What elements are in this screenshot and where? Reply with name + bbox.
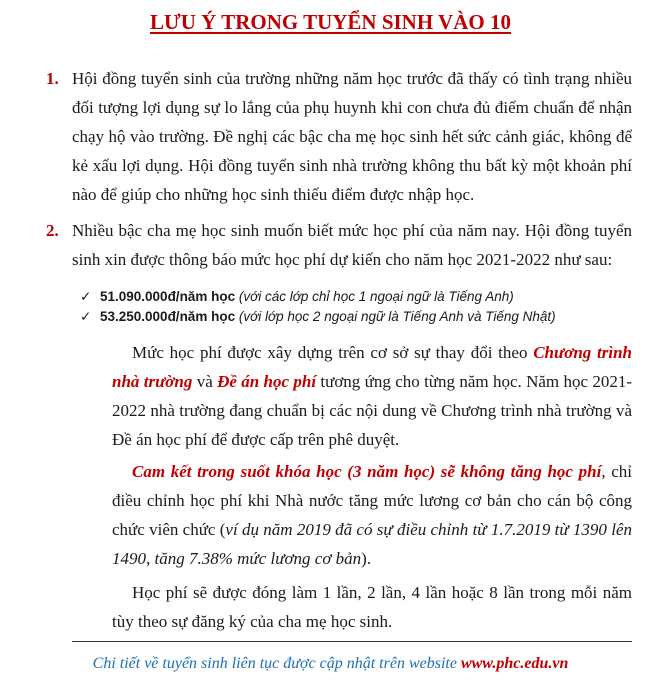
paragraph-fee-basis	[112, 338, 632, 454]
notice-item-1	[46, 64, 632, 209]
example-note: ví dụ năm 2019 đã có sự điều chỉnh từ 1.7.2019 từ 1390 lên 1490, tăng 7.38% mức lương cơ bản	[112, 520, 632, 568]
text: và	[192, 372, 218, 391]
website-link[interactable]: www.phc.edu.vn	[460, 655, 569, 672]
fee-amount: 53.250.000đ/năm học	[100, 309, 236, 324]
fee-note: (với các lớp chỉ học 1 ngoại ngữ là Tiếng Anh)	[238, 289, 514, 304]
emphasis-commitment: Cam kết trong suốt khóa học (3 năm học) sẽ không tăng học phí	[132, 462, 602, 481]
text: tương ứng cho từng năm học. Năm học 2021-2022 nhà trường đang chuẩn bị các nội dung về Chương trình nhà trường và Đề án học phí để được cấp trên phê duyệt.	[112, 372, 632, 449]
fee-amount: 51.090.000đ/năm học	[100, 289, 236, 304]
footer-text: Chi tiết về tuyển sinh liên tục được cập nhật trên website	[92, 655, 461, 672]
text: , chỉ điều chỉnh học phí khi Nhà nước tăng mức lương cơ bản cho cán bộ công chức viên chức (	[112, 462, 632, 539]
notice-item-2	[46, 216, 632, 274]
divider	[72, 641, 632, 642]
fee-note: (với lớp học 2 ngoại ngữ là Tiếng Anh và Tiếng Nhật)	[238, 309, 556, 324]
text: Học phí sẽ được đóng làm 1 lần, 2 lần, 4 lần hoặc 8 lần trong mỗi năm tùy theo sự đăng ký của cha mẹ học sinh.	[112, 583, 632, 631]
emphasis-program: Chương trình nhà trường	[112, 343, 633, 391]
item-number: 2.	[46, 221, 59, 240]
checkmark-icon: ✓	[80, 309, 92, 324]
fee-line-1	[80, 289, 514, 305]
text: Mức học phí được xây dựng trên cơ sở sự thay đổi theo	[132, 343, 534, 362]
item-text: Nhiều bậc cha mẹ học sinh muốn biết mức học phí của năm nay. Hội đồng tuyển sinh xin được thông báo mức học phí dự kiến cho năm học 2021-2022 như sau:	[72, 221, 632, 269]
emphasis-fee-plan: Đề án học phí	[217, 372, 317, 391]
paragraph-commitment	[112, 457, 632, 573]
item-number: 1.	[46, 69, 59, 88]
footer-note	[0, 655, 661, 673]
item-text: Hội đồng tuyển sinh của trường những năm học trước đã thấy có tình trạng nhiều đối tượng lợi dụng sự lo lắng của phụ huynh khi con chưa đủ điểm chuẩn để nhận chạy hộ vào trường. Đề nghị các bậc cha mẹ học sinh hết sức cảnh giác, không để kẻ xấu lợi dụng. Hội đồng tuyển sinh nhà trường không thu bất kỳ một khoản phí nào để giúp cho những học sinh thiếu điểm được nhập học.	[72, 69, 632, 204]
fee-line-2	[80, 309, 556, 325]
checkmark-icon: ✓	[80, 289, 92, 304]
page-title: LƯU Ý TRONG TUYỂN SINH VÀO 10	[150, 10, 511, 34]
paragraph-payment	[112, 578, 632, 636]
text: ).	[361, 549, 372, 568]
